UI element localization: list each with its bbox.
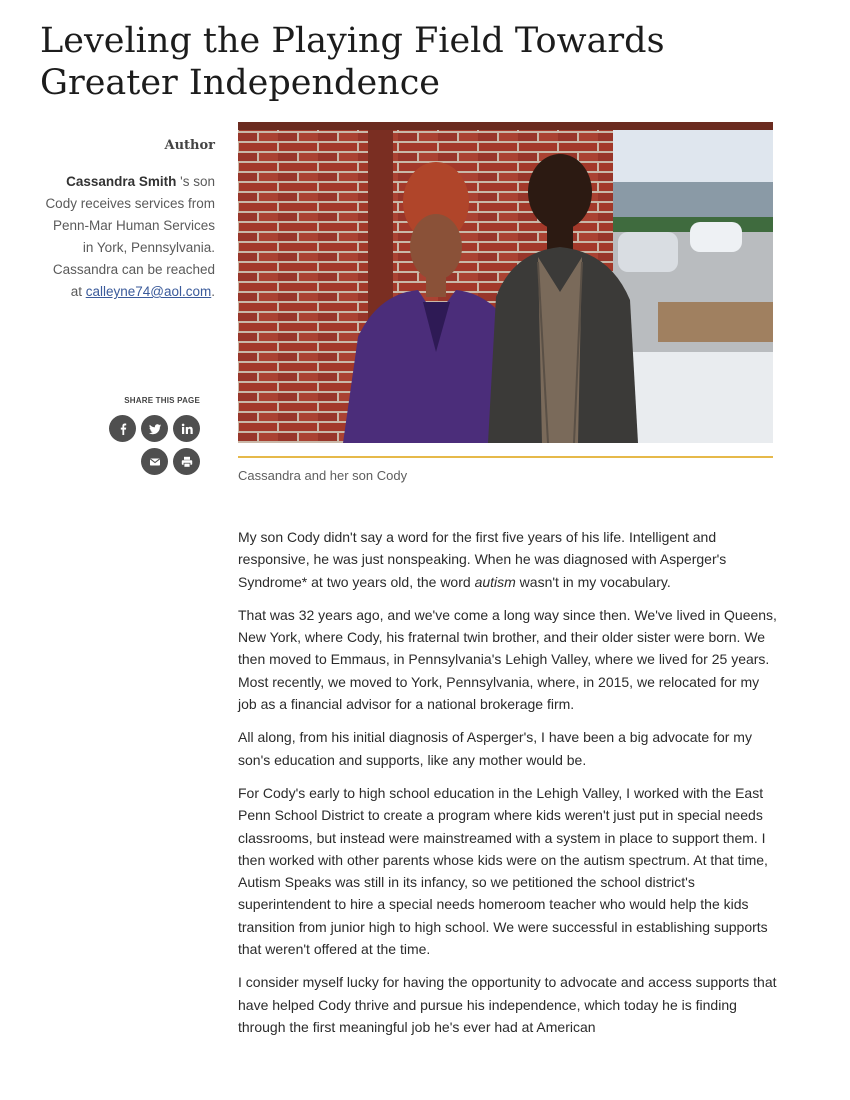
- article-paragraph: [238, 526, 778, 593]
- share-panel: [96, 396, 200, 481]
- author-email-link[interactable]: calleyne74@aol.com: [85, 284, 212, 299]
- envelope-icon: [148, 455, 162, 469]
- article-title: Leveling the Playing Field Towards Greater Independence: [40, 21, 665, 103]
- email-share-button[interactable]: [141, 448, 168, 475]
- article-body: [238, 526, 778, 1049]
- author-heading: Author: [164, 138, 215, 153]
- facebook-share-button[interactable]: [109, 415, 136, 442]
- article-paragraph: That was 32 years ago, and we've come a long way since then. We've lived in Queens, New York, where Cody, his fraternal twin brother, and their older sister were born. We then moved to Emmaus, in Pennsylvania's Lehigh Valley, where we lived for 25 years. Most recently, we moved to York, Pennsylvania, where, in 2015, we relocated for my job as a financial advisor for a national brokerage firm.: [238, 606, 777, 713]
- author-name: Cassandra Smith: [66, 174, 177, 189]
- emphasis-text: autism: [474, 573, 516, 590]
- share-label: SHARE THIS PAGE: [124, 396, 200, 405]
- article-paragraph: All along, from his initial diagnosis of Asperger's, I have been a big advocate for my son's education and supports, like any mother would be.: [238, 729, 752, 768]
- author-sidebar: [40, 138, 215, 303]
- article-photo: [238, 122, 773, 443]
- paragraph-text: My son Cody didn't say a word for the first five years of his life. Intelligent and responsive, he was just nonspeaking. When he was diagnosed with Asperger's Syndrome* at two years old, the word: [238, 529, 727, 590]
- photo-cassandra-and-cody: [238, 122, 773, 443]
- author-bio: [40, 171, 215, 303]
- photo-caption: Cassandra and her son Cody: [238, 468, 408, 483]
- linkedin-share-button[interactable]: [173, 415, 200, 442]
- article-paragraph: I consider myself lucky for having the opportunity to advocate and access supports that have helped Cody thrive and pursue his independence, which today he is finding through the first meaningful job he's ever had at American: [238, 974, 777, 1035]
- share-row-1: [96, 415, 200, 442]
- article-paragraph: For Cody's early to high school education in the Lehigh Valley, I worked with the East Penn School District to create a program where kids weren't just put in special needs classrooms, but instead were mainstreamed with a system in place to support them. I then worked with other parents whose kids were on the autism spectrum. At that time, Autism Speaks was still in its infancy, so we petitioned the school district's superintendent to hire a special needs homeroom teacher who would help the kids transition from junior high to high school. We were successful in establishing supports that weren't offered at the time.: [238, 784, 768, 958]
- author-bio-text: 's son Cody receives services from Penn-Mar Human Services in York, Pennsylvania. Cassandra can be reached at: [45, 174, 215, 299]
- author-bio-trailing: .: [211, 284, 215, 299]
- facebook-icon: [116, 422, 130, 436]
- caption-divider: [238, 456, 773, 458]
- share-row-2: [96, 448, 200, 475]
- printer-icon: [180, 455, 194, 469]
- linkedin-icon: [180, 422, 194, 436]
- paragraph-text: wasn't in my vocabulary.: [515, 573, 671, 590]
- print-button[interactable]: [173, 448, 200, 475]
- twitter-share-button[interactable]: [141, 415, 168, 442]
- twitter-icon: [148, 422, 162, 436]
